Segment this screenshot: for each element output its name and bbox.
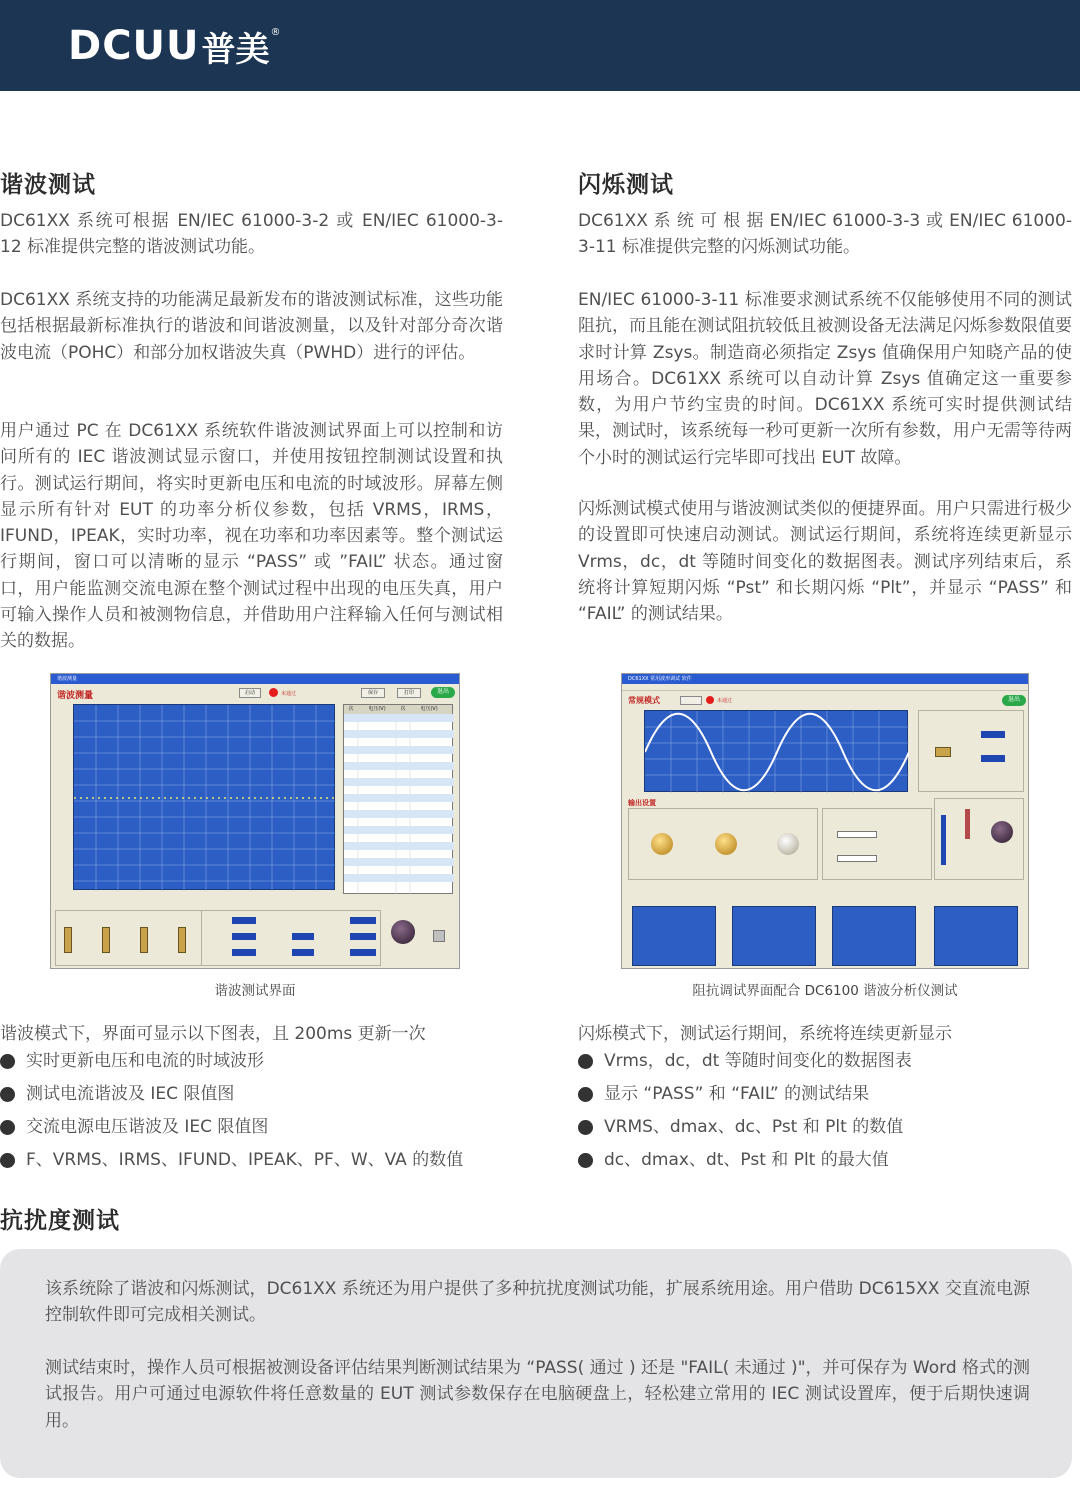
small-plot-1 xyxy=(632,906,716,966)
screenshot-print-button: 打印 xyxy=(397,688,421,698)
sine-plot xyxy=(644,710,908,792)
frequency-knob-icon xyxy=(715,833,737,855)
table-header-n1: 次 xyxy=(348,706,354,712)
flicker-title: 闪烁测试 xyxy=(578,172,674,198)
voltage-knob-icon xyxy=(651,833,673,855)
screenshot2-status-dot xyxy=(706,696,714,704)
harmonic-table-grid xyxy=(344,714,454,894)
screenshot-start-button: 启动 xyxy=(239,688,261,698)
value-field-7 xyxy=(350,933,376,940)
list-item xyxy=(0,1045,463,1078)
harmonic-caption: 谐波测试界面 xyxy=(214,983,296,999)
list-item-text: 交流电源电压谐波及 IEC 限值图 xyxy=(26,1117,269,1137)
knob-panel xyxy=(628,808,818,880)
screenshot2-panel-title: 常规模式 xyxy=(628,696,660,705)
logo-registered-mark: ® xyxy=(270,26,281,38)
harmonic-table-header xyxy=(344,705,452,714)
screenshot2-exit-button: 退出 xyxy=(1002,695,1026,706)
impedance-field-1 xyxy=(837,831,877,838)
switch-1 xyxy=(64,927,72,953)
screenshot-titlebar xyxy=(51,674,459,684)
value-field-8 xyxy=(350,949,376,956)
value-field-2 xyxy=(232,933,256,940)
harmonic-plot xyxy=(73,704,335,890)
screenshot-status-dot xyxy=(269,688,278,697)
immunity-title: 抗扰度测试 xyxy=(0,1208,120,1234)
bullet-dot-icon xyxy=(578,1087,593,1102)
logo-cjk: 普美 xyxy=(201,29,270,70)
phase-knob-icon xyxy=(777,833,799,855)
flicker-caption: 阻抗调试界面配合 DC6100 谐波分析仪测试 xyxy=(692,983,958,999)
screenshot-exit-button: 退出 xyxy=(431,687,455,698)
harmonic-p1: DC61XX 系统可根据 EN/IEC 61000-3-2 或 EN/IEC 61000-3-12 标准提供完整的谐波测试功能。 xyxy=(0,211,503,258)
screenshot-panel-title: 谐波测量 xyxy=(57,691,94,701)
screenshot2-menubar xyxy=(622,684,1028,691)
screenshot-status-text: 未通过 xyxy=(281,691,297,697)
list-item-text: F、VRMS、IRMS、IFUND、IPEAK、PF、W、VA 的数值 xyxy=(26,1150,464,1170)
screenshot2-start-button xyxy=(680,696,702,705)
harmonic-list-intro: 谐波模式下，界面可显示以下图表，且 200ms 更新一次 xyxy=(0,1024,426,1044)
table-header-v2: 电压(V) xyxy=(420,706,438,712)
bullet-dot-icon xyxy=(0,1087,15,1102)
flicker-bullet-list xyxy=(578,1045,912,1177)
value-field-1 xyxy=(232,917,256,924)
immunity-p2: 测试结束时，操作人员可根据被测设备评估结果判断测试结果为 “PASS( 通过 ) 还是 "FAIL( 未通过 )"，并可保存为 Word 格式的测试报告。用户可通过电源软件将任意数量的 EUT 测试参数保存在电脑硬盘上，轻松建立常用的 IEC 测试设置库，便于后期快速调用。 xyxy=(45,1358,1031,1431)
list-item xyxy=(578,1045,912,1078)
list-item-text: dc、dmax、dt、Pst 和 Plt 的最大值 xyxy=(604,1150,889,1170)
small-plot-4 xyxy=(934,906,1018,966)
settings-field-2 xyxy=(981,755,1005,762)
immunity-p1: 该系统除了谐波和闪烁测试，DC61XX 系统还为用户提供了多种抗扰度测试功能，扩展系统用途。用户借助 DC615XX 交直流电源控制软件即可完成相关测试。 xyxy=(45,1279,1030,1326)
knob-icon xyxy=(391,920,415,944)
flicker-list-intro: 闪烁模式下，测试运行期间，系统将连续更新显示 xyxy=(578,1024,952,1044)
output-settings-title: 输出设置 xyxy=(628,799,656,807)
list-item-text: 测试电流谐波及 IEC 限值图 xyxy=(26,1084,235,1104)
list-item xyxy=(0,1078,463,1111)
harmonic-bullet-list xyxy=(0,1045,463,1177)
bullet-dot-icon xyxy=(578,1054,593,1069)
value-field-3 xyxy=(232,949,256,956)
list-item xyxy=(578,1078,912,1111)
impedance-panel xyxy=(822,808,932,880)
list-item-text: 显示 “PASS” 和 “FAIL” 的测试结果 xyxy=(604,1084,870,1104)
brand-logo xyxy=(68,22,281,70)
cube-icon xyxy=(433,930,445,942)
list-item xyxy=(578,1111,912,1144)
harmonic-p3: 用户通过 PC 在 DC61XX 系统软件谐波测试界面上可以控制和访问所有的 IEC 谐波测试显示窗口，并使用按钮控制测试设置和执行。测试运行期间，将实时更新电压和电流的时域波形。屏幕左侧显示所有针对 EUT 的功率分析仪参数，包括 VRMS，IRMS，IFUND，IPEAK，实时功率，视在功率和功率因素等。整个测试运行期间，窗口可以清晰的显示 “PASS” 或 ”FAIL” 状态。通过窗口，用户能监测交流电源在整个测试过程中出现的电压失真，用户可输入操作人员和被测物信息，并借助用户注释输入任何与测试相关的数据。 xyxy=(0,421,503,652)
bullet-dot-icon xyxy=(0,1153,15,1168)
switch-4 xyxy=(178,927,186,953)
harmonic-p2: DC61XX 系统支持的功能满足最新发布的谐波测试标准，这些功能包括根据最新标准执行的谐波和间谐波测量，以及针对部分奇次谐波电流（POHC）和部分加权谐波失真（PWHD）进行的评估。 xyxy=(0,290,503,363)
settings-field-1 xyxy=(981,731,1005,738)
harmonic-plot-grid xyxy=(74,705,336,891)
small-plot-3 xyxy=(832,906,916,966)
sine-wave xyxy=(645,714,909,791)
harmonic-screenshot xyxy=(50,673,460,969)
switch-2 xyxy=(102,927,110,953)
list-item-text: VRMS、dmax、dc、Pst 和 Plt 的数值 xyxy=(604,1117,904,1137)
screenshot-save-button: 保存 xyxy=(361,688,385,698)
value-field-6 xyxy=(350,917,376,924)
list-item-text: 实时更新电压和电流的时域波形 xyxy=(26,1051,264,1071)
slider-bar xyxy=(965,809,970,839)
value-field-4 xyxy=(292,933,314,940)
page-header xyxy=(0,0,1080,91)
bullet-dot-icon xyxy=(0,1120,15,1135)
list-item-text: Vrms，dc，dt 等随时间变化的数据图表 xyxy=(604,1051,912,1071)
list-item xyxy=(0,1144,463,1177)
list-item xyxy=(0,1111,463,1144)
flicker-p1: DC61XX 系 统 可 根 据 EN/IEC 61000-3-3 或 EN/IEC 61000-3-11 标准提供完整的闪烁测试功能。 xyxy=(578,211,1072,258)
settings-panel xyxy=(918,710,1024,792)
value-field-5 xyxy=(292,949,314,956)
switch-3 xyxy=(140,927,148,953)
bullet-dot-icon xyxy=(0,1054,15,1069)
screenshot-window-title: 谐波测量 xyxy=(57,676,78,682)
bullet-dot-icon xyxy=(578,1120,593,1135)
harmonic-title: 谐波测试 xyxy=(0,172,96,198)
table-header-v1: 电压(V) xyxy=(368,706,386,712)
small-plot-2 xyxy=(732,906,816,966)
control-panel xyxy=(934,798,1024,880)
impedance-field-2 xyxy=(837,855,877,862)
level-bar xyxy=(941,815,946,865)
sine-plot-svg xyxy=(645,711,909,793)
screenshot2-window-title: DC61XX 常用波形调试 软件 xyxy=(628,676,692,682)
immunity-box xyxy=(0,1249,1072,1478)
settings-switch xyxy=(935,747,951,757)
screenshot2-titlebar xyxy=(622,674,1028,684)
flicker-p3: 闪烁测试模式使用与谐波测试类似的便捷界面。用户只需进行极少的设置即可快速启动测试。测试运行期间，系统将连续更新显示 Vrms，dc，dt 等随时间变化的数据图表。测试序列结束后，系统将计算短期闪烁 “Pst” 和长期闪烁 “Plt”，并显示 “PASS” 和 “FAIL” 的测试结果。 xyxy=(578,499,1072,625)
logo-latin: DCUU xyxy=(68,23,200,69)
bullet-dot-icon xyxy=(578,1153,593,1168)
flicker-screenshot xyxy=(621,673,1029,969)
flicker-p2: EN/IEC 61000-3-11 标准要求测试系统不仅能够使用不同的测试阻抗，而且能在测试阻抗较低且被测设备无法满足闪烁参数限值要求时计算 Zsys。制造商必须指定 Zsys 值确保用户知晓产品的使用场合。DC61XX 系统可以自动计算 Zsys 值确定这一重要参数，为用户节约宝贵的时间。DC61XX 系统可实时提供测试结果，测试时，该系统每一秒可更新一次所有参数，用户无需等待两个小时的测试运行完毕即可找出 EUT 故障。 xyxy=(578,290,1072,468)
value-panel xyxy=(201,910,381,966)
power-knob-icon xyxy=(991,821,1013,843)
harmonic-table xyxy=(343,704,453,894)
screenshot2-status-text: 未通过 xyxy=(717,698,733,704)
table-header-n2: 次 xyxy=(400,706,406,712)
list-item xyxy=(578,1144,912,1177)
